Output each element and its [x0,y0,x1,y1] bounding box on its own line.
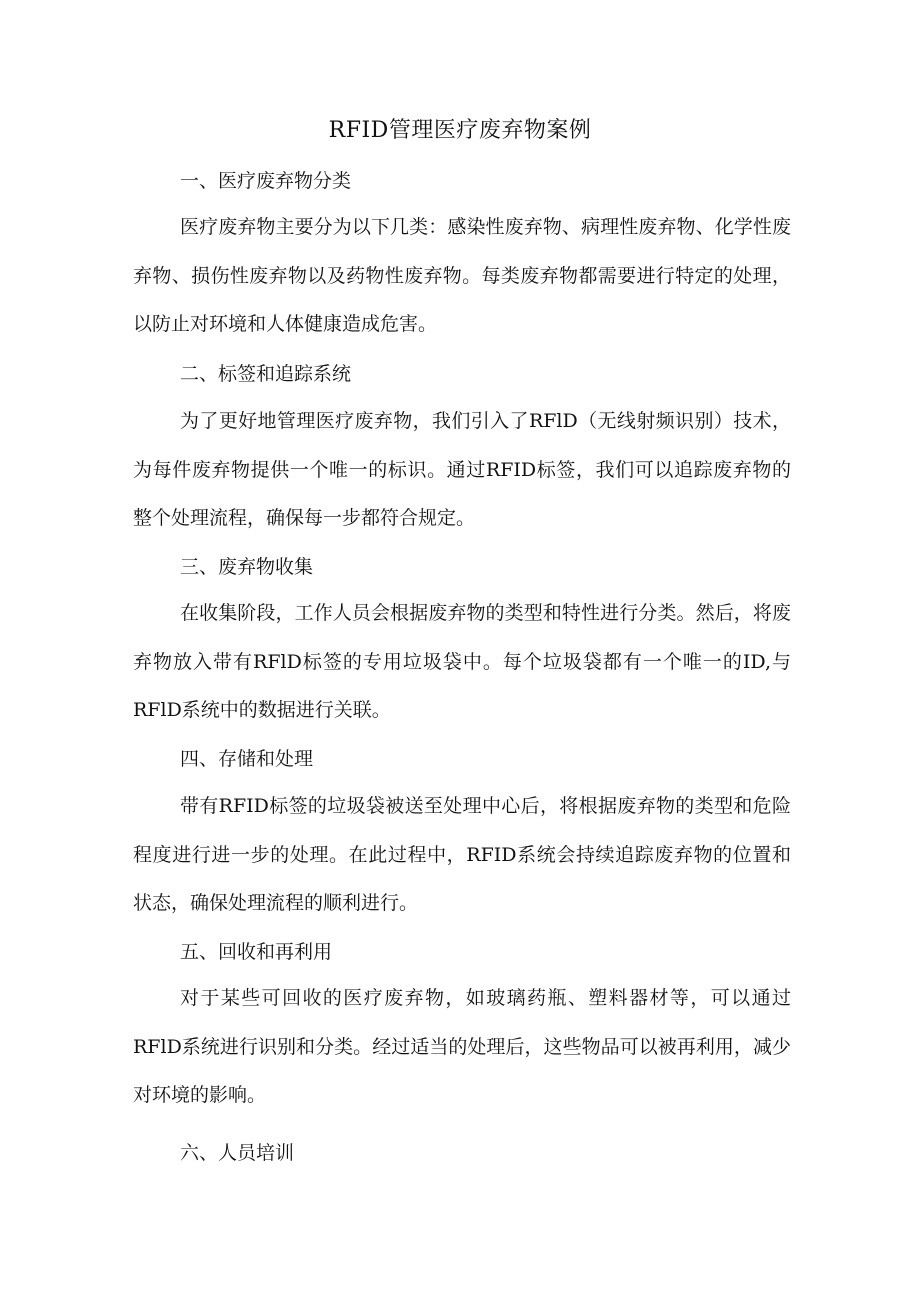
section-body-storage: 带有RFID标签的垃圾袋被送至处理中心后，将根据废弃物的类型和危险程度进行进一步的处理。在此过程中，RFID系统会持续追踪废弃物的位置和状态，确保处理流程的顺利进行。 [133,795,791,914]
document-title: RFID管理医疗废弃物案例 [328,118,592,143]
section-heading-storage: 四、存储和处理 [180,748,314,770]
section-heading-tracking: 二、标签和追踪系统 [180,363,352,385]
section-heading-collection: 三、废弃物收集 [180,556,314,578]
section-body-tracking: 为了更好地管理医疗废弃物，我们引入了RFlD（无线射频识别）技术，为每件废弃物提供一个唯一的标识。通过RFID标签，我们可以追踪废弃物的整个处理流程，确保每一步都符合规定。 [133,410,791,529]
section-body-classification: 医疗废弃物主要分为以下几类：感染性废弃物、病理性废弃物、化学性废弃物、损伤性废弃物以及药物性废弃物。每类废弃物都需要进行特定的处理，以防止对环境和人体健康造成危害。 [133,216,791,335]
section-heading-recycling: 五、回收和再利用 [180,941,333,963]
section-heading-training: 六、人员培训 [180,1142,295,1164]
section-body-collection: 在收集阶段，工作人员会根据废弃物的类型和特性进行分类。然后，将废弃物放入带有RFlD标签的专用垃圾袋中。每个垃圾袋都有一个唯一的ID,与RFlD系统中的数据进行关联。 [133,602,791,721]
section-heading-classification: 一、医疗废弃物分类 [180,170,352,192]
section-body-recycling: 对于某些可回收的医疗废弃物，如玻璃药瓶、塑料器材等，可以通过RFlD系统进行识别和分类。经过适当的处理后，这些物品可以被再利用，减少对环境的影响。 [133,987,791,1106]
